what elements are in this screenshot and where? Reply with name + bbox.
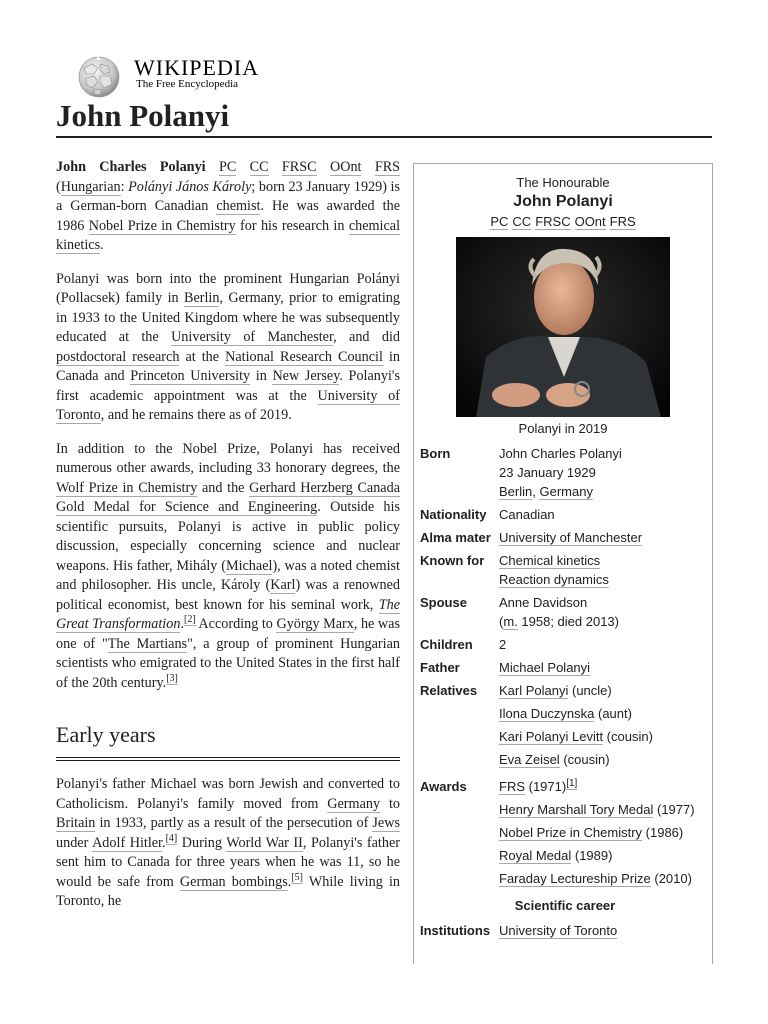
infobox-label: Relatives <box>420 683 478 698</box>
text-run: and the <box>197 479 250 496</box>
text-run: to <box>380 795 400 812</box>
text-run: , Germany, prior to emigrating in 1933 to the United Kingdom where he was subsequently educated at the <box>56 290 400 345</box>
portrait-photo[interactable] <box>456 237 670 417</box>
infobox-label: Nationality <box>420 507 487 522</box>
text-run: During <box>177 834 227 851</box>
infobox-value <box>499 919 710 942</box>
herzberg-medal-link[interactable]: Gerhard Herzberg Canada Gold Medal for Science and Engineering <box>56 479 400 515</box>
father-link[interactable]: Michael Polanyi <box>499 660 591 675</box>
text-run: According to <box>195 616 277 632</box>
britain-link[interactable]: Britain <box>56 815 96 831</box>
postnominal-link[interactable]: FRS <box>374 159 401 175</box>
title-divider <box>56 136 712 138</box>
relation: (cousin) <box>559 752 610 767</box>
text-run: ", a group of prominent Hungarian scientists who emigrated to the United States in the first half of the 20th century. <box>56 635 400 691</box>
text-run: Polanyi's father Michael was born Jewish and converted to Catholicism. Polanyi's family moved from <box>56 776 400 812</box>
text-run: . <box>162 834 166 851</box>
infobox-row-institutions <box>420 919 710 942</box>
text-run: . <box>180 616 184 632</box>
institution-link[interactable]: University of Toronto <box>499 923 618 938</box>
wordmark: WIKIPEDIA <box>134 55 260 80</box>
paragraph-awards <box>56 440 400 694</box>
infobox-row-career-heading <box>420 894 710 919</box>
infobox-row-alma-mater <box>420 526 710 549</box>
reference-link[interactable]: [3] <box>166 672 178 684</box>
relation: (uncle) <box>568 683 612 698</box>
chemist-link[interactable]: chemist <box>216 198 261 214</box>
infobox-label: Born <box>420 446 451 461</box>
infobox-row-born <box>420 442 710 503</box>
postnominal-link[interactable]: CC <box>249 159 269 175</box>
nobel-prize-link[interactable]: Nobel Prize in Chemistry <box>88 217 236 234</box>
married-abbr[interactable]: m. <box>503 614 518 629</box>
postnominal-link[interactable]: PC <box>218 159 237 175</box>
postnominal-link[interactable]: OOnt <box>329 159 362 175</box>
text-run: , and he remains there as of 2019. <box>100 407 292 423</box>
award-year: (1971) <box>525 779 567 794</box>
relative-link[interactable]: Kari Polanyi Levitt <box>499 729 604 744</box>
wikipedia-globe-logo[interactable] <box>74 54 124 98</box>
berlin-link[interactable]: Berlin <box>184 290 220 306</box>
postnominal-link[interactable]: CC <box>512 214 532 229</box>
award-year: (1989) <box>571 848 613 863</box>
reference-link[interactable]: [4] <box>165 832 178 844</box>
infobox-row-known-for <box>420 549 710 591</box>
text-run: at the <box>179 348 226 365</box>
text-run: . <box>287 873 292 890</box>
infobox <box>413 163 713 964</box>
infobox-label: Known for <box>420 553 485 568</box>
infobox-value: 2 <box>499 637 507 652</box>
karl-link[interactable]: Karl <box>270 577 296 593</box>
infobox-label: Awards <box>420 779 467 794</box>
article-body <box>56 158 400 926</box>
text-run: . He was awarded the 1986 <box>56 198 400 234</box>
infobox-value <box>499 591 710 633</box>
text-run: . Polanyi's first academic appointment was at the <box>56 368 400 404</box>
infobox-honorific: The Honourable <box>516 175 610 190</box>
section-divider <box>56 757 400 761</box>
paragraph-education <box>56 270 400 426</box>
new-jersey-link[interactable]: New Jersey <box>272 368 340 384</box>
infobox-row-relatives <box>420 679 710 775</box>
subject-name: John Charles Polanyi <box>56 159 206 175</box>
page-title: John Polanyi <box>56 98 230 133</box>
gyorgy-marx-link[interactable]: György Marx <box>276 616 354 632</box>
postnominal-link[interactable]: PC <box>490 214 509 229</box>
toronto-link[interactable]: University of Toronto <box>56 387 400 423</box>
photo-caption: Polanyi in 2019 <box>518 421 608 436</box>
text-run: In addition to the Nobel Prize, Polanyi has received numerous other awards, including 33 honorary degrees, the <box>56 440 400 476</box>
infobox-value <box>499 656 710 679</box>
born-city-link[interactable]: Berlin <box>499 484 533 499</box>
infobox-postnominals <box>414 212 712 231</box>
text-run: ) was a renowned political economist, best known for his seminal work, <box>56 577 400 613</box>
germany-link[interactable]: Germany <box>327 795 381 812</box>
text-run: in 1933, partly as a result of the persecution of <box>95 815 373 831</box>
infobox-name: John Polanyi <box>513 193 613 210</box>
award-year: (1977) <box>653 802 695 817</box>
text-run: Polanyi was born into the prominent Hungarian Polányi (Pollacsek) family in <box>56 270 400 306</box>
infobox-table <box>420 442 710 942</box>
postdoc-link[interactable]: postdoctoral research <box>56 348 180 365</box>
text-run: under <box>56 834 93 851</box>
relation: (cousin) <box>603 729 653 744</box>
paragraph-early-years <box>56 775 400 912</box>
text-run: in <box>250 368 273 384</box>
text-run: ), was a noted chemist and philosopher. His uncle, Károly ( <box>56 557 400 593</box>
career-heading: Scientific career <box>514 898 616 913</box>
postnominal-link[interactable]: FRSC <box>281 159 317 175</box>
born-country-link[interactable]: Germany <box>539 484 593 499</box>
nrc-link[interactable]: National Research Council <box>225 348 383 365</box>
infobox-label: Children <box>420 637 473 652</box>
tagline: The Free Encyclopedia <box>136 78 239 90</box>
infobox-row-nationality <box>420 503 710 526</box>
infobox-row-awards <box>420 775 710 894</box>
award-link[interactable]: Royal Medal <box>499 848 572 863</box>
german-bombings-link[interactable]: German bombings <box>179 873 288 890</box>
infobox-row-father <box>420 656 710 679</box>
postnominal-link[interactable]: FRS <box>609 214 636 229</box>
text-run: for his research in <box>235 217 349 234</box>
text-run: While living in Toronto, he <box>56 873 400 909</box>
martians-link[interactable]: The Martians <box>107 635 188 652</box>
relative-link[interactable]: Ilona Duczynska <box>499 706 595 721</box>
hitler-link[interactable]: Adolf Hitler <box>92 834 163 851</box>
born-date: 23 January 1929 <box>499 465 596 480</box>
princeton-link[interactable]: Princeton University <box>130 368 251 384</box>
text-run: , and did <box>333 329 400 345</box>
relative-link[interactable]: Eva Zeisel <box>499 752 560 767</box>
infobox-label: Institutions <box>420 923 491 938</box>
chemical-kinetics-link[interactable]: chemical kinetics <box>56 217 401 253</box>
infobox-label: Father <box>420 660 460 675</box>
alma-mater-link[interactable]: University of Manchester <box>499 530 643 545</box>
known-for-link[interactable]: Chemical kinetics <box>499 553 601 568</box>
born-place: Berlin, Germany <box>499 484 593 499</box>
spouse-name: Anne Davidson <box>499 595 588 610</box>
award-link[interactable]: FRS <box>499 779 525 794</box>
infobox-label: Spouse <box>420 595 467 610</box>
infobox-row-children <box>420 633 710 656</box>
infobox-row-spouse <box>420 591 710 633</box>
infobox-value <box>499 679 710 775</box>
lead-paragraph: John Charles Polanyi PC CC FRSC OOnt FRS (Hungarian: Polányi János Károly; born 23 January 1929) is a German-born Canadian chemist. He was awarded the 1986 Nobel Prize in Chemistry for his research in chemical kinetics. <box>56 159 401 253</box>
text-run: in Canada and <box>56 348 400 384</box>
michael-link[interactable]: Michael <box>225 557 273 574</box>
manchester-link[interactable]: University of Manchester <box>171 329 334 345</box>
great-transformation-link[interactable]: The Great Transformation <box>56 596 400 632</box>
spouse-dates: (m. 1958; died 2013) <box>499 614 619 629</box>
known-for-link[interactable]: Reaction dynamics <box>499 572 609 587</box>
award-link[interactable]: Nobel Prize in Chemistry <box>499 825 643 840</box>
ww2-link[interactable]: World War II <box>226 834 303 851</box>
text-run: . Outside his scientific pursuits, Polanyi is active in public policy discussion, especially concerning science and nuclear weapons. His father, Mihály ( <box>56 499 400 574</box>
award-link[interactable]: Faraday Lectureship Prize <box>499 871 651 886</box>
postnominal-link[interactable]: OOnt <box>574 214 606 229</box>
infobox-value <box>499 775 710 894</box>
award-year: (1986) <box>642 825 684 840</box>
spouse-date-range: 1958; died 2013) <box>517 614 619 629</box>
text-run: , he was one of " <box>56 616 400 652</box>
text-run: ; born 23 January 1929) is a German-born Canadian <box>56 178 400 214</box>
text-run: , Polanyi's father sent him to Canada for three years when he was 11, so he would be safe from <box>56 834 400 890</box>
reference-link[interactable]: [5] <box>291 871 303 883</box>
wolf-prize-link[interactable]: Wolf Prize in Chemistry <box>56 479 198 496</box>
infobox-label: Alma mater <box>420 530 491 545</box>
jews-link[interactable]: Jews <box>372 815 400 831</box>
infobox-value: Canadian <box>499 507 555 522</box>
hungarian-language-link[interactable]: Hungarian <box>60 178 121 195</box>
postnominal-link[interactable]: FRSC <box>535 214 571 229</box>
relative-link[interactable]: Karl Polanyi <box>499 683 569 698</box>
born-name: John Charles Polanyi <box>499 446 622 461</box>
infobox-value <box>499 442 710 503</box>
text-run: . <box>100 237 104 253</box>
site-header <box>74 52 334 98</box>
reference-link[interactable]: [1] <box>566 777 578 789</box>
reference-link[interactable]: [2] <box>183 614 196 626</box>
award-link[interactable]: Henry Marshall Tory Medal <box>499 802 654 817</box>
native-name: Polányi János Károly <box>128 178 252 195</box>
infobox-value <box>499 549 710 591</box>
infobox-value <box>499 526 710 549</box>
relation: (aunt) <box>594 706 632 721</box>
award-year: (2010) <box>650 871 692 886</box>
section-heading-early-years: Early years <box>56 722 156 747</box>
